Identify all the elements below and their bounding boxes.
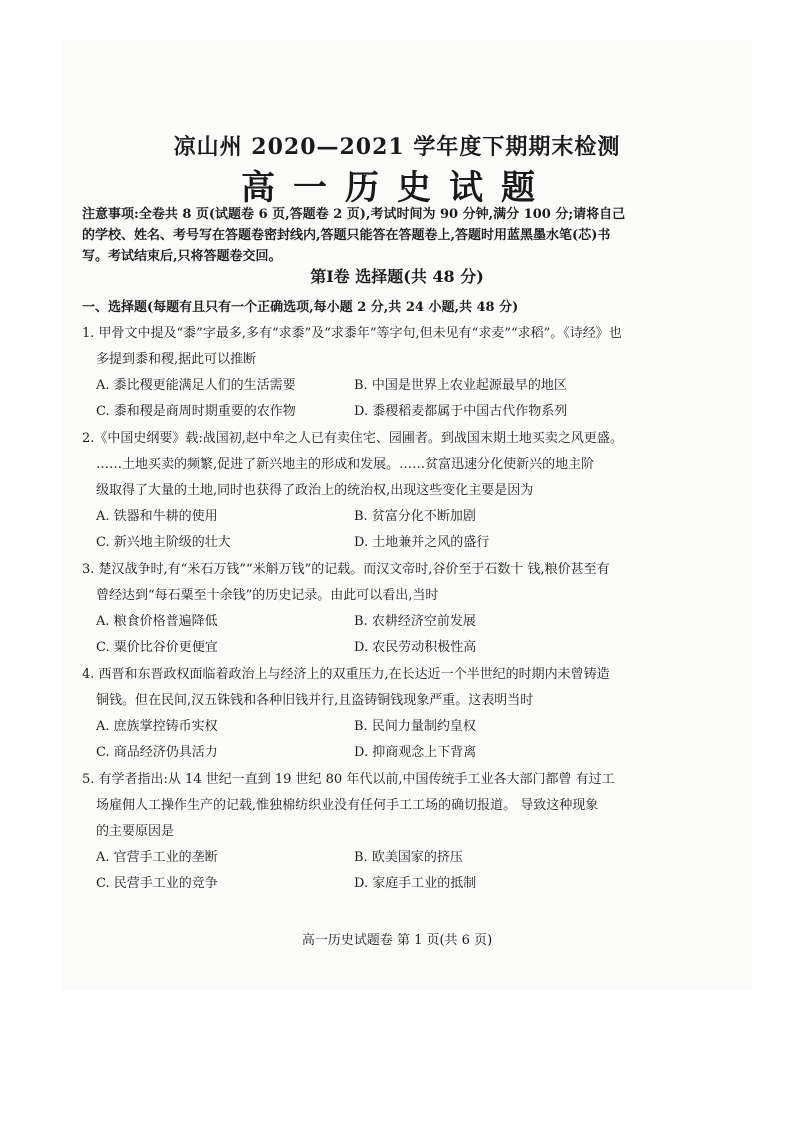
option-b: B. 民间力量制约皇权 bbox=[354, 719, 476, 734]
option-c: C. 商品经济仍具活力 bbox=[96, 745, 218, 760]
option-b: B. 贫富分化不断加剧 bbox=[354, 509, 476, 524]
option-d: D. 家庭手工业的抵制 bbox=[354, 876, 477, 891]
subject-title: 高一历史试题 bbox=[241, 168, 553, 208]
question-stem-line: 场雇佣人工操作生产的记载,惟独棉纺织业没有任何手工工场的确切报道。 导致这种现象 bbox=[96, 798, 599, 813]
option-a: A. 官营手工业的垄断 bbox=[96, 850, 218, 865]
question-stem-line: 曾经达到“每石粟至十余钱”的历史记录。由此可以看出,当时 bbox=[96, 588, 439, 603]
option-d: D. 农民劳动积极性高 bbox=[354, 640, 477, 655]
question-stem-line: 铜钱。但在民间,汉五铢钱和各种旧钱并行,且盗铸铜钱现象严重。这表明当时 bbox=[96, 693, 534, 708]
option-a: A. 庶族掌控铸币实权 bbox=[96, 719, 218, 734]
part-instructions: 一、选择题(每题有且只有一个正确选项,每小题 2 分,共 24 小题,共 48 分) bbox=[82, 300, 519, 315]
option-b: B. 中国是世界上农业起源最早的地区 bbox=[354, 378, 567, 393]
question-4 bbox=[82, 662, 682, 766]
question-stem-line: 1. 甲骨文中提及“黍”字最多,多有“求黍”及“求黍年”等字句,但未见有“求麦”“求稻”。《诗经》也 bbox=[82, 326, 622, 341]
question-stem-line: 多提到黍和稷,据此可以推断 bbox=[96, 352, 257, 367]
question-1 bbox=[82, 321, 682, 425]
option-c: C. 新兴地主阶级的壮大 bbox=[96, 535, 231, 550]
question-stem-line: ……土地买卖的频繁,促进了新兴地主的形成和发展。……贫富迅速分化使新兴的地主阶 bbox=[96, 457, 595, 472]
question-5 bbox=[82, 767, 682, 897]
option-a: A. 铁器和牛耕的使用 bbox=[96, 509, 218, 524]
option-b: B. 欧美国家的挤压 bbox=[354, 850, 463, 865]
page-footer: 高一历史试题卷 第 1 页(共 6 页) bbox=[301, 933, 493, 948]
question-stem-line: 级取得了大量的土地,同时也获得了政治上的统治权,出现这些变化主要是因为 bbox=[96, 483, 534, 498]
notice-line-1: 注意事项:全卷共 8 页(试题卷 6 页,答题卷 2 页),考试时间为 90 分钟,满分 100 分;请将自己 bbox=[82, 207, 626, 222]
option-d: D. 土地兼并之风的盛行 bbox=[354, 535, 490, 550]
question-stem-line: 3. 楚汉战争时,有“米石万钱”“米斛万钱”的记载。而汉文帝时,谷价至于石数十 钱,粮价甚至有 bbox=[82, 562, 610, 577]
notice-block bbox=[82, 204, 642, 267]
notice-label: 注意事项: bbox=[82, 207, 139, 222]
option-a: A. 黍比稷更能满足人们的生活需要 bbox=[96, 378, 296, 393]
option-a: A. 粮食价格普遍降低 bbox=[96, 614, 218, 629]
question-stem-line: 4. 西晋和东晋政权面临着政治上与经济上的双重压力,在长达近一个半世纪的时期内未曾铸造 bbox=[82, 667, 610, 682]
question-stem-line: 2.《中国史纲要》载:战国初,赵中牟之人已有卖住宅、园圃者。到战国末期土地买卖之风更盛。 bbox=[82, 431, 623, 446]
notice-line-2: 的学校、姓名、考号写在答题卷密封线内,答题只能答在答题卷上,答题时用蓝黑墨水笔(芯)书 bbox=[82, 228, 611, 243]
option-c: C. 黍和稷是商周时期重要的农作物 bbox=[96, 404, 296, 419]
option-d: D. 黍稷稻麦都属于中国古代作物系列 bbox=[354, 404, 568, 419]
option-b: B. 农耕经济空前发展 bbox=[354, 614, 476, 629]
question-stem-line: 的主要原因是 bbox=[96, 824, 175, 839]
notice-line-3: 写。考试结束后,只将答题卷交回。 bbox=[82, 249, 282, 264]
option-c: C. 民营手工业的竞争 bbox=[96, 876, 218, 891]
section-title: 第Ⅰ卷 选择题(共 48 分) bbox=[310, 267, 484, 286]
question-2 bbox=[82, 426, 682, 556]
option-d: D. 抑商观念上下背离 bbox=[354, 745, 477, 760]
question-stem-line: 5. 有学者指出:从 14 世纪一直到 19 世纪 80 年代以前,中国传统手工业各大部门都曾 有过工 bbox=[82, 772, 615, 787]
question-3 bbox=[82, 557, 682, 661]
option-c: C. 粟价比谷价更便宜 bbox=[96, 640, 218, 655]
exam-title: 凉山州 2020—2021 学年度下期期末检测 bbox=[173, 134, 621, 160]
